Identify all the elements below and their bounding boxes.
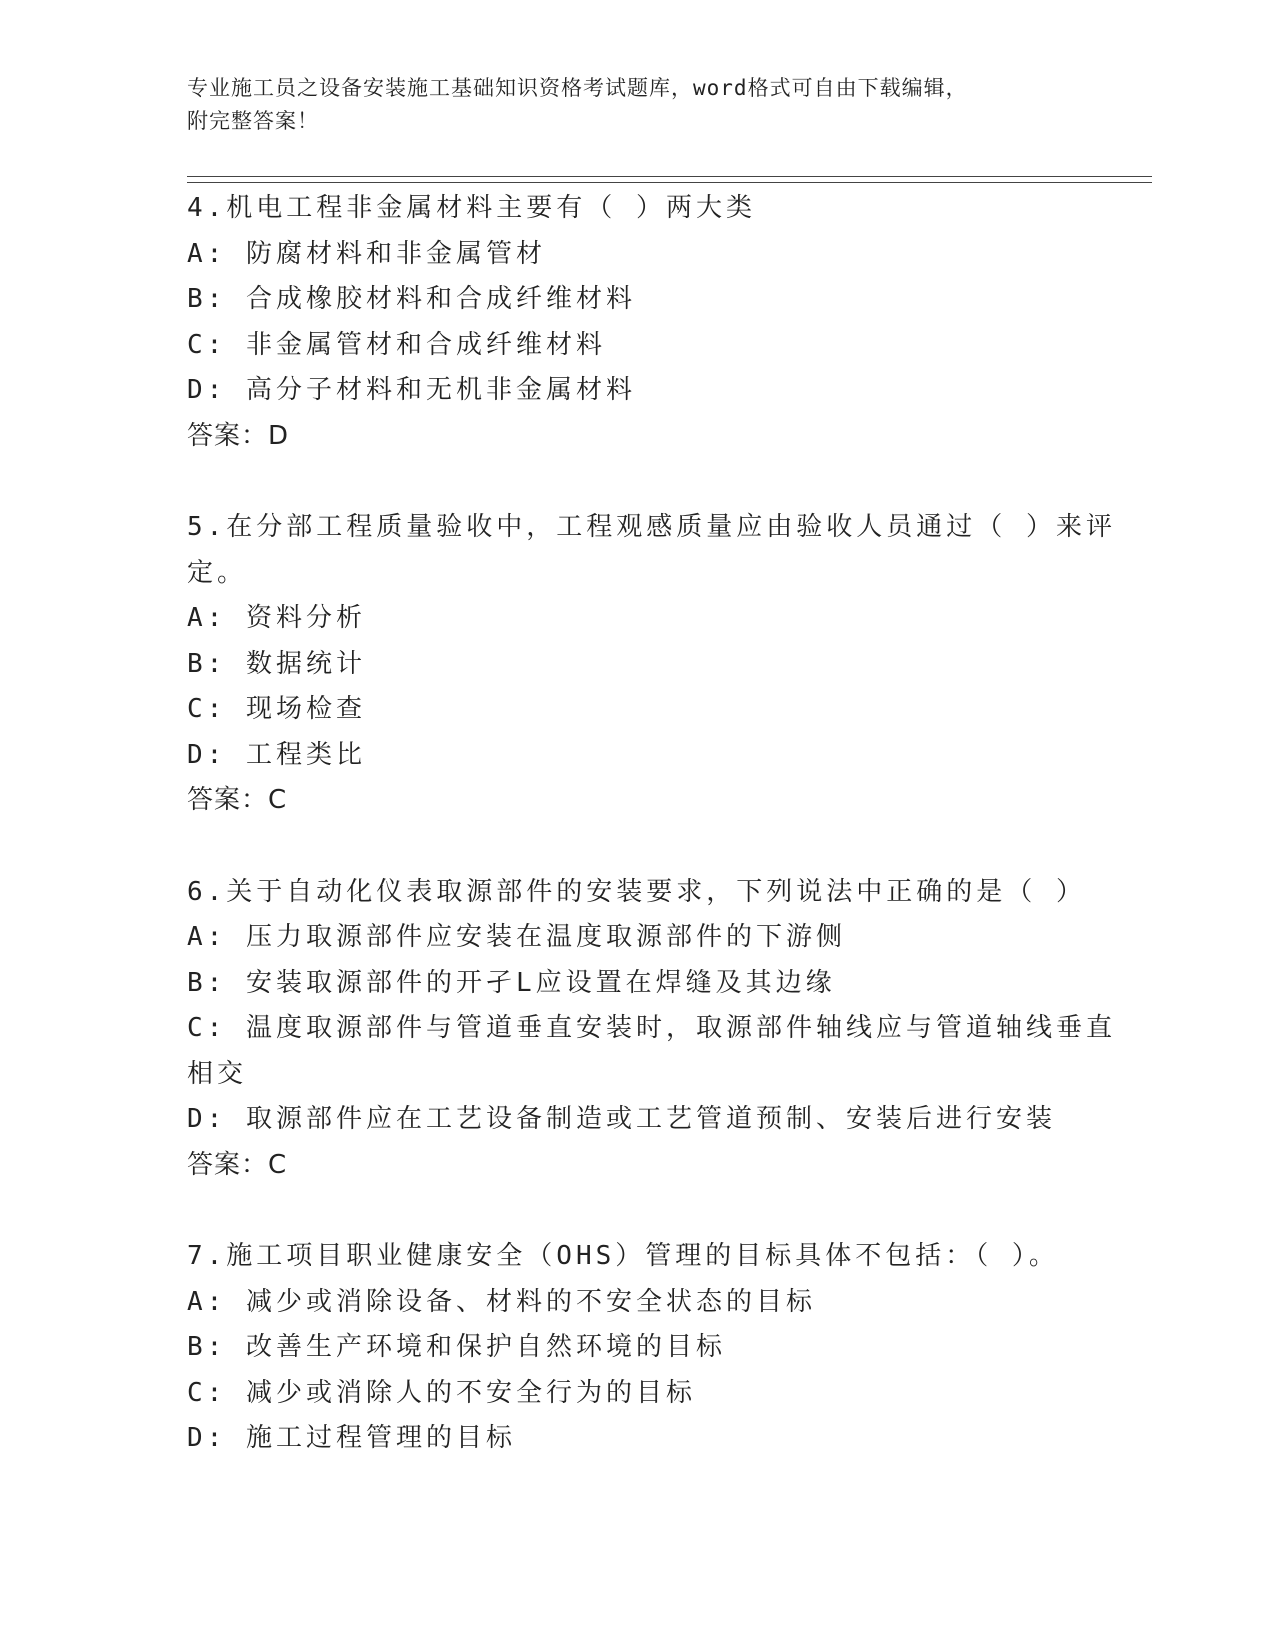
option-c: C: 现场检查 [187, 694, 366, 724]
question-stem: 6.关于自动化仪表取源部件的安装要求，下列说法中正确的是（ ） [187, 876, 1086, 907]
answer-label: 答案：C [187, 785, 288, 815]
option-c: C: 温度取源部件与管道垂直安装时，取源部件轴线应与管道轴线垂直 [187, 1013, 1116, 1043]
option-b: B: 安装取源部件的开孑L应设置在焊缝及其边缘 [187, 967, 836, 998]
option-b: B: 改善生产环境和保护自然环境的目标 [187, 1332, 726, 1362]
header-divider [187, 176, 1152, 183]
question-stem: 4.机电工程非金属材料主要有（ ）两大类 [187, 193, 756, 223]
option-b: B: 数据统计 [187, 648, 366, 679]
question-6 [187, 870, 1116, 1189]
question-5 [187, 505, 1116, 824]
option-a: A: 压力取源部件应安装在温度取源部件的下游侧 [187, 922, 846, 952]
header-line-2: 附完整答案！ [187, 109, 319, 133]
option-c: C: 非金属管材和合成纤维材料 [187, 329, 606, 360]
header-line-1: 专业施工员之设备安装施工基础知识资格考试题库，word格式可自由下载编辑， [187, 76, 968, 100]
option-a: A: 资料分析 [187, 603, 366, 633]
option-d: D: 施工过程管理的目标 [187, 1423, 516, 1453]
question-4 [187, 186, 1092, 459]
question-stem: 7.施工项目职业健康安全（OHS）管理的目标具体不包括：（ ）。 [187, 1241, 1059, 1271]
answer-label: 答案：D [187, 420, 290, 451]
answer-label: 答案：C [187, 1149, 288, 1180]
option-d: D: 工程类比 [187, 739, 366, 770]
option-a: A: 减少或消除设备、材料的不安全状态的目标 [187, 1286, 816, 1317]
document-header [187, 72, 1087, 138]
option-a: A: 防腐材料和非金属管材 [187, 238, 546, 269]
question-7 [187, 1234, 1092, 1462]
question-stem-continued: 定。 [187, 557, 248, 588]
option-c: C: 减少或消除人的不安全行为的目标 [187, 1377, 696, 1408]
option-b: B: 合成橡胶材料和合成纤维材料 [187, 284, 636, 314]
option-d: D: 高分子材料和无机非金属材料 [187, 375, 636, 405]
option-d: D: 取源部件应在工艺设备制造或工艺管道预制、安装后进行安装 [187, 1104, 1056, 1134]
option-c-continued: 相交 [187, 1058, 248, 1089]
question-list [187, 186, 1116, 1508]
question-stem: 5.在分部工程质量验收中，工程观感质量应由验收人员通过（ ）来评 [187, 512, 1116, 542]
